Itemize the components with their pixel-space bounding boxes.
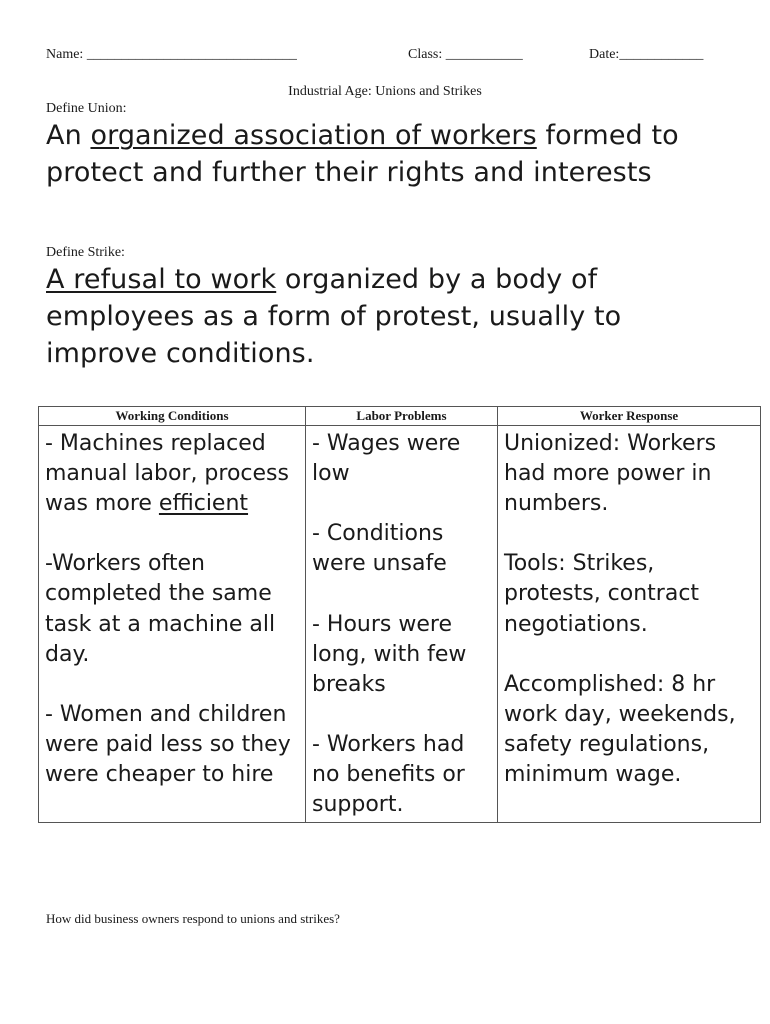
- labor-problem-item: - Conditions were unsafe: [312, 521, 451, 577]
- worker-response-cell: [498, 426, 761, 823]
- spacer: [312, 700, 491, 730]
- spacer: [504, 519, 754, 549]
- date-field[interactable]: Date:____________: [589, 47, 704, 62]
- union-answer-lead: An: [46, 120, 91, 151]
- table-header-row: [39, 407, 761, 426]
- worksheet-header: [46, 47, 726, 65]
- strike-definition: [46, 261, 736, 372]
- worksheet-title: Industrial Age: Unions and Strikes: [288, 84, 482, 99]
- union-definition: [46, 117, 736, 191]
- worker-response-item: Accomplished: 8 hr work day, weekends, safety regulations, minimum wage.: [504, 671, 743, 788]
- working-condition-item: [45, 429, 299, 519]
- working-condition-item: -Workers often completed the same task at a machine all day.: [45, 551, 283, 667]
- union-answer-rest: formed to protect and further their rights and interests: [46, 120, 679, 188]
- labor-problem-item: - Wages were low: [312, 431, 468, 487]
- spacer: [45, 670, 299, 700]
- business-owners-question: How did business owners respond to unions and strikes?: [46, 911, 340, 926]
- working-condition-item: - Women and children were paid less so they were cheaper to hire: [45, 701, 298, 788]
- worker-response-item: Unionized: Workers had more power in numbers.: [504, 431, 724, 517]
- spacer: [312, 579, 491, 609]
- table-row: [39, 426, 761, 823]
- class-field[interactable]: Class: ___________: [408, 47, 523, 62]
- working-condition-text: - Machines replaced manual labor, process was more: [45, 431, 296, 517]
- define-union-prompt: Define Union:: [46, 101, 127, 116]
- efficient-key-term: efficient: [158, 491, 249, 517]
- spacer: [504, 640, 754, 670]
- union-answer-key-term: organized association of workers: [90, 120, 537, 151]
- spacer: [45, 519, 299, 549]
- header-labor-problems: Labor Problems: [306, 407, 498, 426]
- labor-problem-item: - Workers had no benefits or support.: [312, 731, 472, 818]
- strike-answer-rest: organized by a body of employees as a form of protest, usually to improve conditions.: [46, 264, 622, 369]
- strike-answer-key-term: A refusal to work: [46, 264, 277, 295]
- labor-problem-item: - Hours were long, with few breaks: [312, 611, 474, 697]
- industrial-age-table: [38, 406, 761, 823]
- spacer: [312, 489, 491, 519]
- labor-problems-cell: [306, 426, 498, 823]
- header-worker-response: Worker Response: [498, 407, 761, 426]
- define-strike-prompt: Define Strike:: [46, 245, 125, 260]
- header-working-conditions: Working Conditions: [39, 407, 306, 426]
- worker-response-item: Tools: Strikes, protests, contract negotiations.: [504, 551, 707, 637]
- working-conditions-cell: [39, 426, 306, 823]
- name-field[interactable]: Name: ______________________________: [46, 47, 297, 62]
